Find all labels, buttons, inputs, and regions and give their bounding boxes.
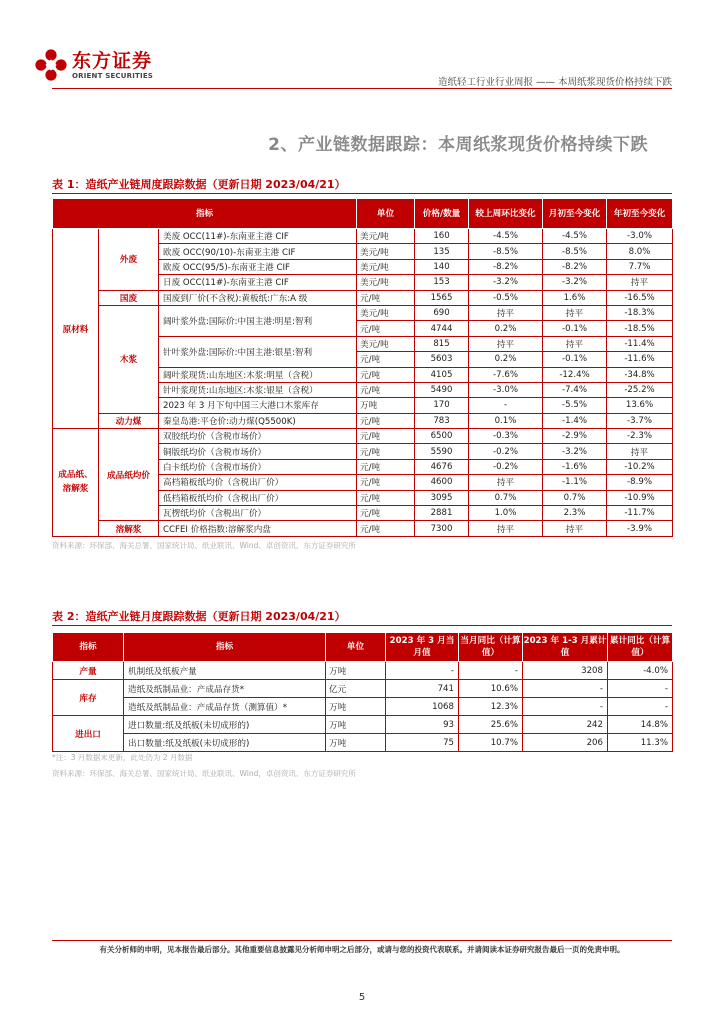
value-cell: 4600 xyxy=(415,475,469,490)
unit-cell: 元/吨 xyxy=(357,490,415,505)
indicator-name: 秦皇岛港:平仓价:动力煤(Q5500K) xyxy=(159,413,357,428)
header-unit: 单位 xyxy=(326,633,386,662)
mtd-cell: 持平 xyxy=(543,521,607,536)
header-indicator: 指标 xyxy=(124,633,326,662)
header-month-value: 2023 年 3 月当月值 xyxy=(386,633,459,662)
category-dissolving-pulp: 溶解浆 xyxy=(99,521,159,536)
unit-cell: 元/吨 xyxy=(357,290,415,305)
table1-caption: 表 1：造纸产业链周度跟踪数据（更新日期 2023/04/21） xyxy=(52,178,346,191)
cumulative-value-cell: - xyxy=(523,680,608,698)
unit-cell: 元/吨 xyxy=(357,382,415,397)
header-wow: 较上周环比变化 xyxy=(469,199,543,229)
ytd-cell: -18.3% xyxy=(607,305,673,320)
cumulative-value-cell: 242 xyxy=(523,716,608,734)
value-cell: 140 xyxy=(415,259,469,274)
header-indicator: 指标 xyxy=(53,199,357,229)
unit-cell: 美元/吨 xyxy=(357,259,415,274)
mtd-cell: -5.5% xyxy=(543,398,607,413)
month-yoy-cell: 25.6% xyxy=(459,716,523,734)
indicator-name: 阔叶浆外盘:国际价:中国主港:明星:智利 xyxy=(159,305,357,336)
ytd-cell: 持平 xyxy=(607,444,673,459)
footer-disclaimer: 有关分析师的申明，见本报告最后部分。其他重要信息披露见分析师申明之后部分，或请与您的投资代表联系。并请阅读本证券研究报告最后一页的免责申明。 xyxy=(99,945,625,954)
ytd-cell: -25.2% xyxy=(607,382,673,397)
table-row xyxy=(53,229,673,244)
mtd-cell: -8.5% xyxy=(543,244,607,259)
ytd-cell: -3.9% xyxy=(607,521,673,536)
indicator-name: 白卡纸均价（含税市场价） xyxy=(159,459,357,474)
page-number: 5 xyxy=(358,992,366,1003)
month-yoy-cell: 12.3% xyxy=(459,698,523,716)
value-cell: 135 xyxy=(415,244,469,259)
mtd-cell: -1.1% xyxy=(543,475,607,490)
orient-logo-icon xyxy=(34,48,68,82)
value-cell: 6500 xyxy=(415,429,469,444)
unit-cell: 万吨 xyxy=(357,398,415,413)
month-yoy-cell: - xyxy=(459,662,523,680)
unit-cell: 万吨 xyxy=(326,662,386,680)
wow-cell: 持平 xyxy=(469,475,543,490)
header-cumulative-yoy: 累计同比（计算值） xyxy=(608,633,673,662)
ytd-cell: 持平 xyxy=(607,275,673,290)
table2-caption-divider xyxy=(52,625,672,626)
unit-cell: 亿元 xyxy=(326,680,386,698)
unit-cell: 元/吨 xyxy=(357,521,415,536)
category-finished-paper-price: 成品纸均价 xyxy=(99,429,159,521)
report-title: 造纸轻工行业行业周报 —— 本周纸浆现货价格持续下跌 xyxy=(437,77,672,88)
month-value-cell: 1068 xyxy=(386,698,459,716)
table-row xyxy=(53,290,673,305)
value-cell: 3095 xyxy=(415,490,469,505)
value-cell: 783 xyxy=(415,413,469,428)
value-cell: 170 xyxy=(415,398,469,413)
month-value-cell: - xyxy=(386,662,459,680)
value-cell: 5603 xyxy=(415,352,469,367)
mtd-cell: -3.2% xyxy=(543,275,607,290)
mtd-cell: -1.6% xyxy=(543,459,607,474)
table-header-row xyxy=(53,633,673,662)
value-cell: 5490 xyxy=(415,382,469,397)
unit-cell: 美元/吨 xyxy=(357,336,415,351)
cumulative-yoy-cell: 14.8% xyxy=(608,716,673,734)
header-divider xyxy=(52,88,672,89)
unit-cell: 元/吨 xyxy=(357,321,415,336)
ytd-cell: -10.2% xyxy=(607,459,673,474)
ytd-cell: -16.5% xyxy=(607,290,673,305)
mtd-cell: -8.2% xyxy=(543,259,607,274)
table2-source: 资料来源：环保部、海关总署、国家统计局、纸业联讯、Wind，卓创资讯、东方证券研究所 xyxy=(52,769,356,778)
footer-divider xyxy=(52,940,672,941)
header-category: 指标 xyxy=(53,633,124,662)
indicator-name: 铜版纸均价（含税市场价） xyxy=(159,444,357,459)
table2-caption: 表 2：造纸产业链月度跟踪数据（更新日期 2023/04/21） xyxy=(52,610,346,623)
wow-cell: -4.5% xyxy=(469,229,543,244)
category-trade: 进出口 xyxy=(53,716,124,752)
table-row xyxy=(53,305,673,320)
cumulative-value-cell: 206 xyxy=(523,734,608,752)
table2-note: *注：3 月数据未更新，此处仍为 2 月数据 xyxy=(52,753,193,762)
value-cell: 690 xyxy=(415,305,469,320)
ytd-cell: -18.5% xyxy=(607,321,673,336)
ytd-cell: -11.6% xyxy=(607,352,673,367)
mtd-cell: -7.4% xyxy=(543,382,607,397)
ytd-cell: -11.7% xyxy=(607,506,673,521)
unit-cell: 元/吨 xyxy=(357,459,415,474)
category-inventory: 库存 xyxy=(53,680,124,716)
indicator-name: 低档箱板纸均价（含税出厂价） xyxy=(159,490,357,505)
unit-cell: 元/吨 xyxy=(357,429,415,444)
indicator-name: 欧废 OCC(95/5)-东南亚主港 CIF xyxy=(159,259,357,274)
value-cell: 4676 xyxy=(415,459,469,474)
unit-cell: 元/吨 xyxy=(357,475,415,490)
indicator-name: 造纸及纸制品业：产成品存货* xyxy=(124,680,326,698)
wow-cell: -0.3% xyxy=(469,429,543,444)
header-mtd: 月初至今变化 xyxy=(543,199,607,229)
unit-cell: 美元/吨 xyxy=(357,244,415,259)
header-price: 价格/数量 xyxy=(415,199,469,229)
cumulative-yoy-cell: - xyxy=(608,680,673,698)
value-cell: 160 xyxy=(415,229,469,244)
value-cell: 2881 xyxy=(415,506,469,521)
wow-cell: -7.6% xyxy=(469,367,543,382)
mtd-cell: -3.2% xyxy=(543,444,607,459)
indicator-name: 针叶浆外盘:国际价:中国主港:银星:智利 xyxy=(159,336,357,367)
table-row xyxy=(53,429,673,444)
mtd-cell: 持平 xyxy=(543,305,607,320)
header-ytd: 年初至今变化 xyxy=(607,199,673,229)
table-header-row xyxy=(53,199,673,229)
table-row xyxy=(53,413,673,428)
table1-caption-divider xyxy=(52,193,672,194)
indicator-name: 美废 OCC(11#)-东南亚主港 CIF xyxy=(159,229,357,244)
header-unit: 单位 xyxy=(357,199,415,229)
indicator-name: 进口数量:纸及纸板(未切成形的) xyxy=(124,716,326,734)
wow-cell: -0.2% xyxy=(469,444,543,459)
logo-english-name: ORIENT SECURITIES xyxy=(72,71,154,80)
mtd-cell: -4.5% xyxy=(543,229,607,244)
wow-cell: -8.2% xyxy=(469,259,543,274)
indicator-name: 瓦楞纸均价（含税出厂价） xyxy=(159,506,357,521)
header-month-yoy: 当月同比（计算值） xyxy=(459,633,523,662)
unit-cell: 美元/吨 xyxy=(357,275,415,290)
category-thermal-coal: 动力煤 xyxy=(99,413,159,428)
ytd-cell: -3.0% xyxy=(607,229,673,244)
section-title: 2、产业链数据跟踪：本周纸浆现货价格持续下跌 xyxy=(268,135,648,155)
table-row xyxy=(53,662,673,680)
unit-cell: 元/吨 xyxy=(357,413,415,428)
mtd-cell: -12.4% xyxy=(543,367,607,382)
cumulative-value-cell: - xyxy=(523,698,608,716)
logo-chinese-name: 东方证券 xyxy=(72,49,153,72)
month-value-cell: 93 xyxy=(386,716,459,734)
value-cell: 153 xyxy=(415,275,469,290)
wow-cell: 1.0% xyxy=(469,506,543,521)
month-yoy-cell: 10.6% xyxy=(459,680,523,698)
value-cell: 7300 xyxy=(415,521,469,536)
table-row xyxy=(53,716,673,734)
ytd-cell: -2.3% xyxy=(607,429,673,444)
unit-cell: 元/吨 xyxy=(357,506,415,521)
wow-cell: -8.5% xyxy=(469,244,543,259)
weekly-tracking-table xyxy=(52,198,673,537)
mtd-cell: -1.4% xyxy=(543,413,607,428)
indicator-name: 出口数量:纸及纸板(未切成形的) xyxy=(124,734,326,752)
cumulative-value-cell: 3208 xyxy=(523,662,608,680)
ytd-cell: -34.8% xyxy=(607,367,673,382)
value-cell: 4744 xyxy=(415,321,469,336)
unit-cell: 元/吨 xyxy=(357,367,415,382)
ytd-cell: -10.9% xyxy=(607,490,673,505)
monthly-tracking-table xyxy=(52,632,673,752)
ytd-cell: -11.4% xyxy=(607,336,673,351)
cumulative-yoy-cell: - xyxy=(608,698,673,716)
ytd-cell: 13.6% xyxy=(607,398,673,413)
month-value-cell: 75 xyxy=(386,734,459,752)
cumulative-yoy-cell: 11.3% xyxy=(608,734,673,752)
indicator-name: 日废 OCC(11#)-东南亚主港 CIF xyxy=(159,275,357,290)
company-logo xyxy=(34,48,153,82)
unit-cell: 万吨 xyxy=(326,716,386,734)
value-cell: 1565 xyxy=(415,290,469,305)
cumulative-yoy-cell: -4.0% xyxy=(608,662,673,680)
month-yoy-cell: 10.7% xyxy=(459,734,523,752)
table-row xyxy=(53,698,673,716)
wow-cell: - xyxy=(469,398,543,413)
ytd-cell: -3.7% xyxy=(607,413,673,428)
month-value-cell: 741 xyxy=(386,680,459,698)
table-row xyxy=(53,680,673,698)
ytd-cell: -8.9% xyxy=(607,475,673,490)
unit-cell: 美元/吨 xyxy=(357,229,415,244)
mtd-cell: 0.7% xyxy=(543,490,607,505)
wow-cell: 0.7% xyxy=(469,490,543,505)
wow-cell: 0.2% xyxy=(469,352,543,367)
category-wood-pulp: 木浆 xyxy=(99,305,159,413)
wow-cell: 持平 xyxy=(469,521,543,536)
ytd-cell: 7.7% xyxy=(607,259,673,274)
wow-cell: -3.0% xyxy=(469,382,543,397)
indicator-name: 双胶纸均价（含税市场价） xyxy=(159,429,357,444)
ytd-cell: 8.0% xyxy=(607,244,673,259)
wow-cell: 持平 xyxy=(469,336,543,351)
mtd-cell: 持平 xyxy=(543,336,607,351)
mtd-cell: -0.1% xyxy=(543,321,607,336)
mtd-cell: 2.3% xyxy=(543,506,607,521)
indicator-name: 国废到厂价(不含税):黄板纸:广东:A 级 xyxy=(159,290,357,305)
value-cell: 4105 xyxy=(415,367,469,382)
mtd-cell: -2.9% xyxy=(543,429,607,444)
unit-cell: 美元/吨 xyxy=(357,305,415,320)
value-cell: 5590 xyxy=(415,444,469,459)
unit-cell: 元/吨 xyxy=(357,444,415,459)
mtd-cell: 1.6% xyxy=(543,290,607,305)
indicator-name: 造纸及纸制品业：产成品存货（测算值）* xyxy=(124,698,326,716)
category-imported-waste: 外废 xyxy=(99,229,159,291)
wow-cell: -3.2% xyxy=(469,275,543,290)
mtd-cell: -0.1% xyxy=(543,352,607,367)
category-production: 产量 xyxy=(53,662,124,680)
indicator-name: 针叶浆现货:山东地区:木浆:银星（含税） xyxy=(159,382,357,397)
indicator-name: CCFEI 价格指数:溶解浆内盘 xyxy=(159,521,357,536)
wow-cell: 0.2% xyxy=(469,321,543,336)
category-finished-paper: 成品纸、溶解浆 xyxy=(53,429,99,537)
table1-source: 资料来源：环保部、海关总署、国家统计局、纸业联讯、Wind、卓创资讯、东方证券研究所 xyxy=(52,541,356,550)
wow-cell: 持平 xyxy=(469,305,543,320)
indicator-name: 高档箱板纸均价（含税出厂价） xyxy=(159,475,357,490)
table-row xyxy=(53,521,673,536)
category-domestic-waste: 国废 xyxy=(99,290,159,305)
indicator-name: 2023 年 3 月下旬中国三大港口木浆库存 xyxy=(159,398,357,413)
wow-cell: -0.5% xyxy=(469,290,543,305)
unit-cell: 元/吨 xyxy=(357,352,415,367)
indicator-name: 欧废 OCC(90/10)-东南亚主港 CIF xyxy=(159,244,357,259)
value-cell: 815 xyxy=(415,336,469,351)
wow-cell: -0.2% xyxy=(469,459,543,474)
header-cumulative-value: 2023 年 1-3 月累计值 xyxy=(523,633,608,662)
unit-cell: 万吨 xyxy=(326,698,386,716)
indicator-name: 机制纸及纸板产量 xyxy=(124,662,326,680)
indicator-name: 阔叶浆现货:山东地区:木浆:明星（含税） xyxy=(159,367,357,382)
unit-cell: 万吨 xyxy=(326,734,386,752)
table-row xyxy=(53,734,673,752)
wow-cell: 0.1% xyxy=(469,413,543,428)
category-raw-materials: 原材料 xyxy=(53,229,99,429)
